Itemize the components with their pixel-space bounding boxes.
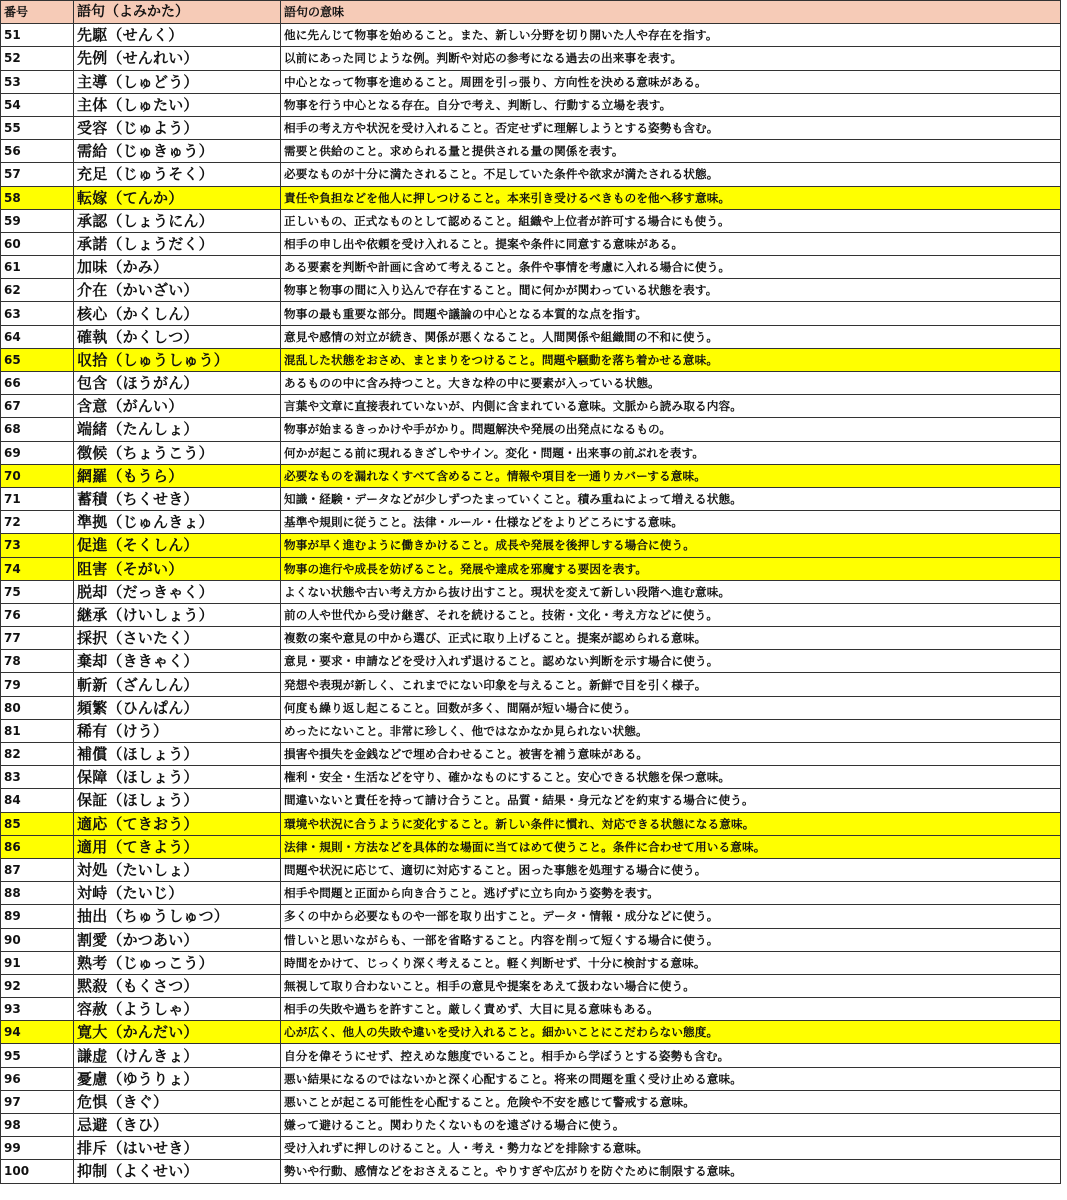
table-row xyxy=(1,325,1061,348)
cell-word[interactable]: 容赦（ようしゃ） xyxy=(74,998,281,1021)
cell-word[interactable]: 保障（ほしょう） xyxy=(74,766,281,789)
table-row xyxy=(1,557,1061,580)
cell-meaning[interactable]: 多くの中から必要なものや一部を取り出すこと。データ・情報・成分などに使う。 xyxy=(281,905,1061,928)
table-row xyxy=(1,743,1061,766)
cell-number[interactable]: 81 xyxy=(1,719,74,742)
cell-word[interactable]: 稀有（けう） xyxy=(74,719,281,742)
cell-number[interactable]: 65 xyxy=(1,348,74,371)
table-row xyxy=(1,93,1061,116)
cell-meaning[interactable]: 心が広く、他人の失敗や違いを受け入れること。細かいことにこだわらない態度。 xyxy=(281,1021,1061,1044)
cell-meaning[interactable]: 複数の案や意見の中から選び、正式に取り上げること。提案が認められる意味。 xyxy=(281,627,1061,650)
table-row xyxy=(1,1067,1061,1090)
cell-meaning[interactable]: 受け入れずに押しのけること。人・考え・勢力などを排除する意味。 xyxy=(281,1137,1061,1160)
cell-word[interactable]: 頻繁（ひんぱん） xyxy=(74,696,281,719)
cell-word[interactable]: 端緒（たんしょ） xyxy=(74,418,281,441)
cell-word[interactable]: 補償（ほしょう） xyxy=(74,743,281,766)
cell-number[interactable]: 70 xyxy=(1,464,74,487)
cell-word[interactable]: 承諾（しょうだく） xyxy=(74,232,281,255)
cell-number[interactable]: 85 xyxy=(1,812,74,835)
cell-number[interactable]: 60 xyxy=(1,232,74,255)
cell-word[interactable]: 介在（かいざい） xyxy=(74,279,281,302)
cell-number[interactable]: 56 xyxy=(1,140,74,163)
cell-word[interactable]: 充足（じゅうそく） xyxy=(74,163,281,186)
cell-meaning[interactable]: 相手の申し出や依頼を受け入れること。提案や条件に同意する意味がある。 xyxy=(281,232,1061,255)
cell-number[interactable]: 76 xyxy=(1,603,74,626)
cell-number[interactable]: 54 xyxy=(1,93,74,116)
cell-number[interactable]: 62 xyxy=(1,279,74,302)
cell-meaning[interactable]: 正しいもの、正式なものとして認めること。組織や上位者が許可する場合にも使う。 xyxy=(281,209,1061,232)
cell-word[interactable]: 保証（ほしょう） xyxy=(74,789,281,812)
cell-number[interactable]: 82 xyxy=(1,743,74,766)
cell-word[interactable]: 寛大（かんだい） xyxy=(74,1021,281,1044)
cell-meaning[interactable]: 中心となって物事を進めること。周囲を引っ張り、方向性を決める意味がある。 xyxy=(281,70,1061,93)
cell-meaning[interactable]: ある要素を判断や計画に含めて考えること。条件や事情を考慮に入れる場合に使う。 xyxy=(281,256,1061,279)
cell-number[interactable]: 77 xyxy=(1,627,74,650)
table-row xyxy=(1,441,1061,464)
cell-meaning[interactable]: よくない状態や古い考え方から抜け出すこと。現状を変えて新しい段階へ進む意味。 xyxy=(281,580,1061,603)
cell-word[interactable]: 準拠（じゅんきょ） xyxy=(74,511,281,534)
table-row xyxy=(1,1137,1061,1160)
table-row xyxy=(1,348,1061,371)
cell-meaning[interactable]: 何かが起こる前に現れるきざしやサイン。変化・問題・出来事の前ぶれを表す。 xyxy=(281,441,1061,464)
cell-number[interactable]: 63 xyxy=(1,302,74,325)
table-row xyxy=(1,116,1061,139)
cell-number[interactable]: 75 xyxy=(1,580,74,603)
cell-word[interactable]: 謙虚（けんきょ） xyxy=(74,1044,281,1067)
cell-number[interactable]: 80 xyxy=(1,696,74,719)
cell-number[interactable]: 86 xyxy=(1,835,74,858)
cell-meaning[interactable]: 物事を行う中心となる存在。自分で考え、判断し、行動する立場を表す。 xyxy=(281,93,1061,116)
cell-number[interactable]: 100 xyxy=(1,1160,74,1183)
cell-number[interactable]: 94 xyxy=(1,1021,74,1044)
table-row xyxy=(1,882,1061,905)
cell-number[interactable]: 99 xyxy=(1,1137,74,1160)
cell-meaning[interactable]: 悪いことが起こる可能性を心配すること。危険や不安を感じて警戒する意味。 xyxy=(281,1090,1061,1113)
cell-meaning[interactable]: 必要なものを漏れなくすべて含めること。情報や項目を一通りカバーする意味。 xyxy=(281,464,1061,487)
cell-number[interactable]: 89 xyxy=(1,905,74,928)
cell-meaning[interactable]: 物事の最も重要な部分。問題や議論の中心となる本質的な点を指す。 xyxy=(281,302,1061,325)
cell-meaning[interactable]: 発想や表現が新しく、これまでにない印象を与えること。新鮮で目を引く様子。 xyxy=(281,673,1061,696)
cell-word[interactable]: 需給（じゅきゅう） xyxy=(74,140,281,163)
column-header-meaning[interactable]: 語句の意味 xyxy=(281,1,1061,24)
cell-number[interactable]: 67 xyxy=(1,395,74,418)
cell-word[interactable]: 徴候（ちょうこう） xyxy=(74,441,281,464)
cell-word[interactable]: 黙殺（もくさつ） xyxy=(74,974,281,997)
table-row xyxy=(1,209,1061,232)
cell-number[interactable]: 90 xyxy=(1,928,74,951)
cell-number[interactable]: 83 xyxy=(1,766,74,789)
cell-number[interactable]: 97 xyxy=(1,1090,74,1113)
cell-meaning[interactable]: 相手の考え方や状況を受け入れること。否定せずに理解しようとする姿勢も含む。 xyxy=(281,116,1061,139)
table-row xyxy=(1,140,1061,163)
cell-word[interactable]: 受容（じゅよう） xyxy=(74,116,281,139)
cell-meaning[interactable]: 必要なものが十分に満たされること。不足していた条件や欲求が満たされる状態。 xyxy=(281,163,1061,186)
cell-meaning[interactable]: 惜しいと思いながらも、一部を省略すること。内容を削って短くする場合に使う。 xyxy=(281,928,1061,951)
cell-meaning[interactable]: 物事と物事の間に入り込んで存在すること。間に何かが関わっている状態を表す。 xyxy=(281,279,1061,302)
cell-number[interactable]: 93 xyxy=(1,998,74,1021)
cell-number[interactable]: 98 xyxy=(1,1114,74,1137)
cell-number[interactable]: 73 xyxy=(1,534,74,557)
cell-number[interactable]: 55 xyxy=(1,116,74,139)
cell-word[interactable]: 排斥（はいせき） xyxy=(74,1137,281,1160)
table-row xyxy=(1,835,1061,858)
header-row xyxy=(1,1,1061,24)
cell-word[interactable]: 蓄積（ちくせき） xyxy=(74,487,281,510)
table-row xyxy=(1,603,1061,626)
table-row xyxy=(1,372,1061,395)
cell-meaning[interactable]: 知識・経験・データなどが少しずつたまっていくこと。積み重ねによって増える状態。 xyxy=(281,487,1061,510)
cell-number[interactable]: 95 xyxy=(1,1044,74,1067)
table-row xyxy=(1,627,1061,650)
cell-meaning[interactable]: 混乱した状態をおさめ、まとまりをつけること。問題や騒動を落ち着かせる意味。 xyxy=(281,348,1061,371)
cell-number[interactable]: 88 xyxy=(1,882,74,905)
table-row xyxy=(1,1114,1061,1137)
cell-word[interactable]: 適用（てきよう） xyxy=(74,835,281,858)
cell-word[interactable]: 継承（けいしょう） xyxy=(74,603,281,626)
cell-meaning[interactable]: 嫌って避けること。関わりたくないものを遠ざける場合に使う。 xyxy=(281,1114,1061,1137)
table-row xyxy=(1,163,1061,186)
cell-word[interactable]: 適応（てきおう） xyxy=(74,812,281,835)
cell-meaning[interactable]: 相手の失敗や過ちを許すこと。厳しく責めず、大目に見る意味もある。 xyxy=(281,998,1061,1021)
cell-meaning[interactable]: 責任や負担などを他人に押しつけること。本来引き受けるべきものを他へ移す意味。 xyxy=(281,186,1061,209)
cell-meaning[interactable]: 相手や問題と正面から向き合うこと。逃げずに立ち向かう姿勢を表す。 xyxy=(281,882,1061,905)
cell-meaning[interactable]: 意見や感情の対立が続き、関係が悪くなること。人間関係や組織間の不和に使う。 xyxy=(281,325,1061,348)
table-row xyxy=(1,696,1061,719)
cell-meaning[interactable]: 法律・規則・方法などを具体的な場面に当てはめて使うこと。条件に合わせて用いる意味。 xyxy=(281,835,1061,858)
cell-meaning[interactable]: 物事が早く進むように働きかけること。成長や発展を後押しする場合に使う。 xyxy=(281,534,1061,557)
cell-number[interactable]: 78 xyxy=(1,650,74,673)
cell-number[interactable]: 71 xyxy=(1,487,74,510)
table-row xyxy=(1,256,1061,279)
table-row xyxy=(1,1021,1061,1044)
table-row xyxy=(1,47,1061,70)
cell-meaning[interactable]: 損害や損失を金銭などで埋め合わせること。被害を補う意味がある。 xyxy=(281,743,1061,766)
cell-number[interactable]: 96 xyxy=(1,1067,74,1090)
cell-word[interactable]: 憂慮（ゆうりょ） xyxy=(74,1067,281,1090)
cell-word[interactable]: 阻害（そがい） xyxy=(74,557,281,580)
table-row xyxy=(1,673,1061,696)
cell-word[interactable]: 促進（そくしん） xyxy=(74,534,281,557)
cell-meaning[interactable]: 前の人や世代から受け継ぎ、それを続けること。技術・文化・考え方などに使う。 xyxy=(281,603,1061,626)
cell-number[interactable]: 66 xyxy=(1,372,74,395)
cell-number[interactable]: 64 xyxy=(1,325,74,348)
cell-word[interactable]: 主導（しゅどう） xyxy=(74,70,281,93)
cell-meaning[interactable]: 以前にあった同じような例。判断や対応の参考になる過去の出来事を表す。 xyxy=(281,47,1061,70)
table-row xyxy=(1,650,1061,673)
cell-meaning[interactable]: 権利・安全・生活などを守り、確かなものにすること。安心できる状態を保つ意味。 xyxy=(281,766,1061,789)
table-row xyxy=(1,232,1061,255)
table-row xyxy=(1,1160,1061,1183)
cell-number[interactable]: 68 xyxy=(1,418,74,441)
table-row xyxy=(1,858,1061,881)
cell-meaning[interactable]: 需要と供給のこと。求められる量と提供される量の関係を表す。 xyxy=(281,140,1061,163)
table-row xyxy=(1,905,1061,928)
table-row xyxy=(1,24,1061,47)
cell-meaning[interactable]: 問題や状況に応じて、適切に対応すること。困った事態を処理する場合に使う。 xyxy=(281,858,1061,881)
cell-meaning[interactable]: 他に先んじて物事を始めること。また、新しい分野を切り開いた人や存在を指す。 xyxy=(281,24,1061,47)
table-row xyxy=(1,418,1061,441)
cell-meaning[interactable]: 自分を偉そうにせず、控えめな態度でいること。相手から学ぼうとする姿勢も含む。 xyxy=(281,1044,1061,1067)
cell-meaning[interactable]: めったにないこと。非常に珍しく、他ではなかなか見られない状態。 xyxy=(281,719,1061,742)
cell-number[interactable]: 58 xyxy=(1,186,74,209)
cell-word[interactable]: 承認（しょうにん） xyxy=(74,209,281,232)
cell-word[interactable]: 含意（がんい） xyxy=(74,395,281,418)
cell-number[interactable]: 52 xyxy=(1,47,74,70)
cell-number[interactable]: 59 xyxy=(1,209,74,232)
cell-meaning[interactable]: 勢いや行動、感情などをおさえること。やりすぎや広がりを防ぐために制限する意味。 xyxy=(281,1160,1061,1183)
table-row xyxy=(1,974,1061,997)
cell-word[interactable]: 収拾（しゅうしゅう） xyxy=(74,348,281,371)
cell-word[interactable]: 斬新（ざんしん） xyxy=(74,673,281,696)
column-header-word[interactable]: 語句（よみかた） xyxy=(74,1,281,24)
table-row xyxy=(1,719,1061,742)
cell-number[interactable]: 69 xyxy=(1,441,74,464)
cell-word[interactable]: 確執（かくしつ） xyxy=(74,325,281,348)
cell-number[interactable]: 57 xyxy=(1,163,74,186)
cell-meaning[interactable]: 物事が始まるきっかけや手がかり。問題解決や発展の出発点になるもの。 xyxy=(281,418,1061,441)
column-header-number[interactable]: 番号 xyxy=(1,1,74,24)
cell-word[interactable]: 抽出（ちゅうしゅつ） xyxy=(74,905,281,928)
cell-word[interactable]: 採択（さいたく） xyxy=(74,627,281,650)
table-row xyxy=(1,928,1061,951)
table-row xyxy=(1,1044,1061,1067)
cell-meaning[interactable]: 時間をかけて、じっくり深く考えること。軽く判断せず、十分に検討する意味。 xyxy=(281,951,1061,974)
cell-word[interactable]: 網羅（もうら） xyxy=(74,464,281,487)
table-row xyxy=(1,766,1061,789)
cell-word[interactable]: 対峙（たいじ） xyxy=(74,882,281,905)
table-row xyxy=(1,395,1061,418)
cell-word[interactable]: 熟考（じゅっこう） xyxy=(74,951,281,974)
cell-meaning[interactable]: 物事の進行や成長を妨げること。発展や達成を邪魔する要因を表す。 xyxy=(281,557,1061,580)
cell-word[interactable]: 棄却（ききゃく） xyxy=(74,650,281,673)
table-row xyxy=(1,70,1061,93)
cell-word[interactable]: 脱却（だっきゃく） xyxy=(74,580,281,603)
cell-meaning[interactable]: 基準や規則に従うこと。法律・ルール・仕様などをよりどころにする意味。 xyxy=(281,511,1061,534)
table-row xyxy=(1,998,1061,1021)
cell-meaning[interactable]: 間違いないと責任を持って請け合うこと。品質・結果・身元などを約束する場合に使う。 xyxy=(281,789,1061,812)
table-row xyxy=(1,302,1061,325)
table-row xyxy=(1,511,1061,534)
cell-word[interactable]: 危惧（きぐ） xyxy=(74,1090,281,1113)
cell-word[interactable]: 割愛（かつあい） xyxy=(74,928,281,951)
cell-word[interactable]: 転嫁（てんか） xyxy=(74,186,281,209)
cell-number[interactable]: 79 xyxy=(1,673,74,696)
cell-number[interactable]: 53 xyxy=(1,70,74,93)
table-row xyxy=(1,464,1061,487)
cell-number[interactable]: 51 xyxy=(1,24,74,47)
table-row xyxy=(1,186,1061,209)
cell-number[interactable]: 74 xyxy=(1,557,74,580)
cell-meaning[interactable]: 言葉や文章に直接表れていないが、内側に含まれている意味。文脈から読み取る内容。 xyxy=(281,395,1061,418)
cell-number[interactable]: 92 xyxy=(1,974,74,997)
cell-number[interactable]: 91 xyxy=(1,951,74,974)
cell-word[interactable]: 核心（かくしん） xyxy=(74,302,281,325)
cell-meaning[interactable]: 何度も繰り返し起こること。回数が多く、間隔が短い場合に使う。 xyxy=(281,696,1061,719)
cell-meaning[interactable]: 無視して取り合わないこと。相手の意見や提案をあえて扱わない場合に使う。 xyxy=(281,974,1061,997)
cell-word[interactable]: 包含（ほうがん） xyxy=(74,372,281,395)
cell-meaning[interactable]: 意見・要求・申請などを受け入れず退けること。認めない判断を示す場合に使う。 xyxy=(281,650,1061,673)
cell-word[interactable]: 抑制（よくせい） xyxy=(74,1160,281,1183)
cell-word[interactable]: 対処（たいしょ） xyxy=(74,858,281,881)
cell-meaning[interactable]: 環境や状況に合うように変化すること。新しい条件に慣れ、対応できる状態になる意味。 xyxy=(281,812,1061,835)
table-row xyxy=(1,789,1061,812)
cell-word[interactable]: 忌避（きひ） xyxy=(74,1114,281,1137)
cell-number[interactable]: 72 xyxy=(1,511,74,534)
cell-word[interactable]: 主体（しゅたい） xyxy=(74,93,281,116)
cell-number[interactable]: 87 xyxy=(1,858,74,881)
cell-number[interactable]: 61 xyxy=(1,256,74,279)
table-row xyxy=(1,487,1061,510)
table-row xyxy=(1,580,1061,603)
cell-meaning[interactable]: あるものの中に含み持つこと。大きな枠の中に要素が入っている状態。 xyxy=(281,372,1061,395)
table-row xyxy=(1,279,1061,302)
table-row xyxy=(1,1090,1061,1113)
table-row xyxy=(1,812,1061,835)
cell-word[interactable]: 先例（せんれい） xyxy=(74,47,281,70)
cell-word[interactable]: 加味（かみ） xyxy=(74,256,281,279)
cell-number[interactable]: 84 xyxy=(1,789,74,812)
cell-word[interactable]: 先駆（せんく） xyxy=(74,24,281,47)
table-row xyxy=(1,951,1061,974)
cell-meaning[interactable]: 悪い結果になるのではないかと深く心配すること。将来の問題を重く受け止める意味。 xyxy=(281,1067,1061,1090)
table-row xyxy=(1,534,1061,557)
